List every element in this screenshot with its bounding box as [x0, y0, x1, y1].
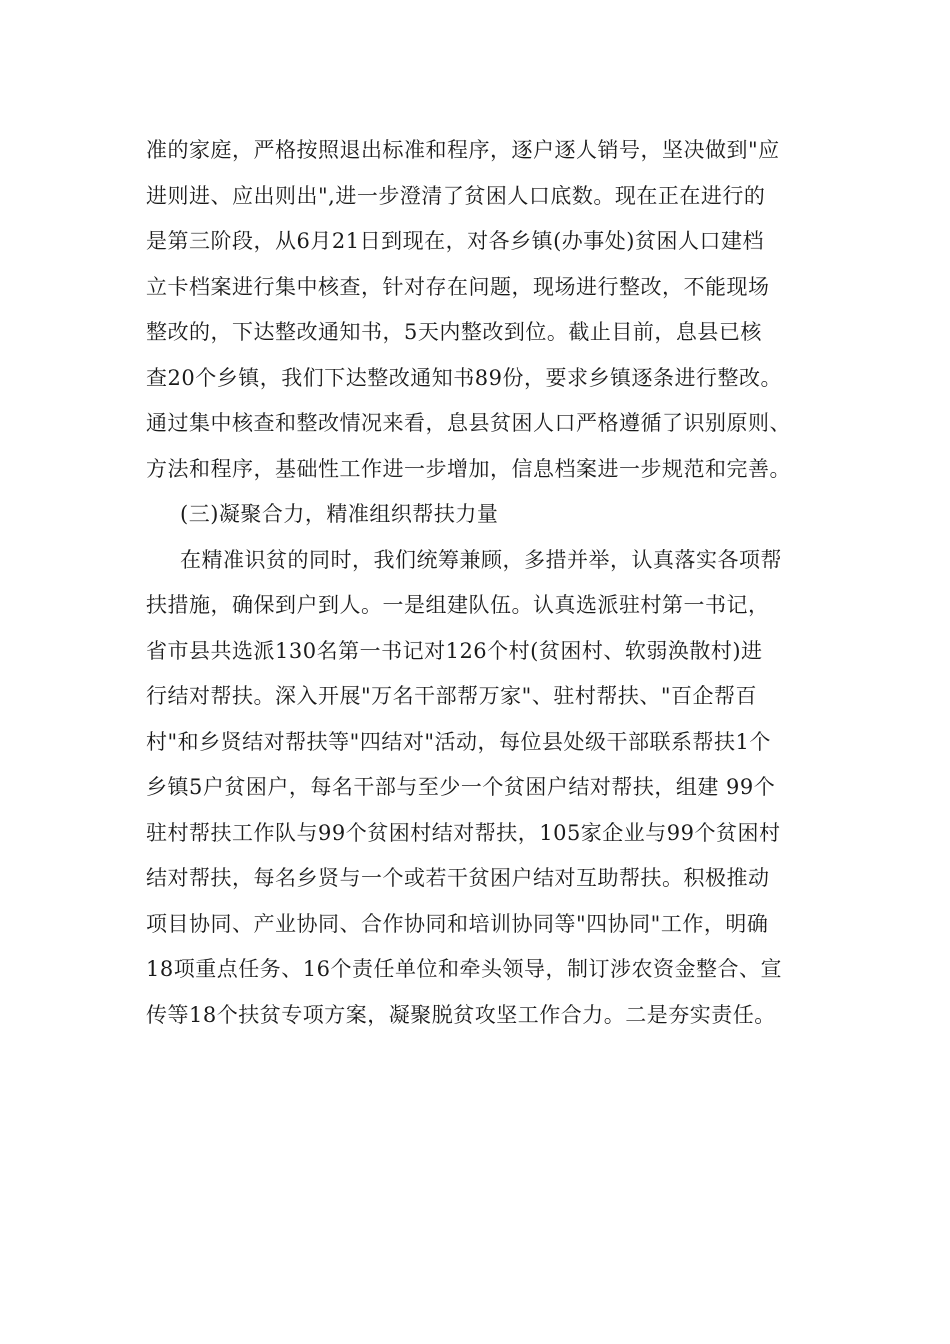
text-line: 整改的，下达整改通知书，5天内整改到位。截止目前，息县已核: [146, 320, 762, 344]
text-line: 行结对帮扶。深入开展"万名干部帮万家"、驻村帮扶、"百企帮百: [146, 684, 757, 708]
text-line: 18项重点任务、16个责任单位和牵头领导，制订涉农资金整合、宣: [146, 957, 782, 981]
section-heading: (三)凝聚合力，精准组织帮扶力量: [180, 502, 499, 526]
text-line: 方法和程序，基础性工作进一步增加，信息档案进一步规范和完善。: [146, 456, 791, 481]
paragraph-first-line: 在精准识贫的同时，我们统筹兼顾，多措并举，认真落实各项帮: [180, 547, 782, 572]
body-text: [146, 128, 818, 1038]
text-line: 项目协同、产业协同、合作协同和培训协同等"四协同"工作，明确: [146, 911, 769, 936]
text-line: 结对帮扶，每名乡贤与一个或若干贫困户结对互助帮扶。积极推动: [146, 866, 770, 890]
text-line: 驻村帮扶工作队与99个贫困村结对帮扶，105家企业与99个贫困村: [146, 820, 781, 845]
text-line: 立卡档案进行集中核查，针对存在问题，现场进行整改，不能现场: [146, 274, 770, 299]
text-line: 通过集中核查和整改情况来看，息县贫困人口严格遵循了识别原则、: [146, 411, 791, 435]
text-line: 查20个乡镇，我们下达整改通知书89份，要求乡镇逐条进行整改。: [146, 365, 782, 390]
text-line: 乡镇5户贫困户，每名干部与至少一个贫困户结对帮扶，组建 99个: [146, 775, 776, 799]
text-line: 准的家庭，严格按照退出标准和程序，逐户逐人销号，坚决做到"应: [146, 138, 780, 162]
text-line: 省市县共选派130名第一书记对126个村(贫困村、软弱涣散村)进: [146, 638, 763, 663]
text-line: 是第三阶段，从6月21日到现在，对各乡镇(办事处)贫困人口建档: [146, 229, 764, 253]
text-line: 扶措施，确保到户到人。一是组建队伍。认真选派驻村第一书记，: [146, 593, 770, 617]
text-line: 传等18个扶贫专项方案，凝聚脱贫攻坚工作合力。二是夯实责任。: [146, 1002, 776, 1027]
text-line: 村"和乡贤结对帮扶等"四结对"活动，每位县处级干部联系帮扶1个: [146, 729, 771, 754]
text-line: 进则进、应出则出",进一步澄清了贫困人口底数。现在正在进行的: [146, 183, 766, 208]
